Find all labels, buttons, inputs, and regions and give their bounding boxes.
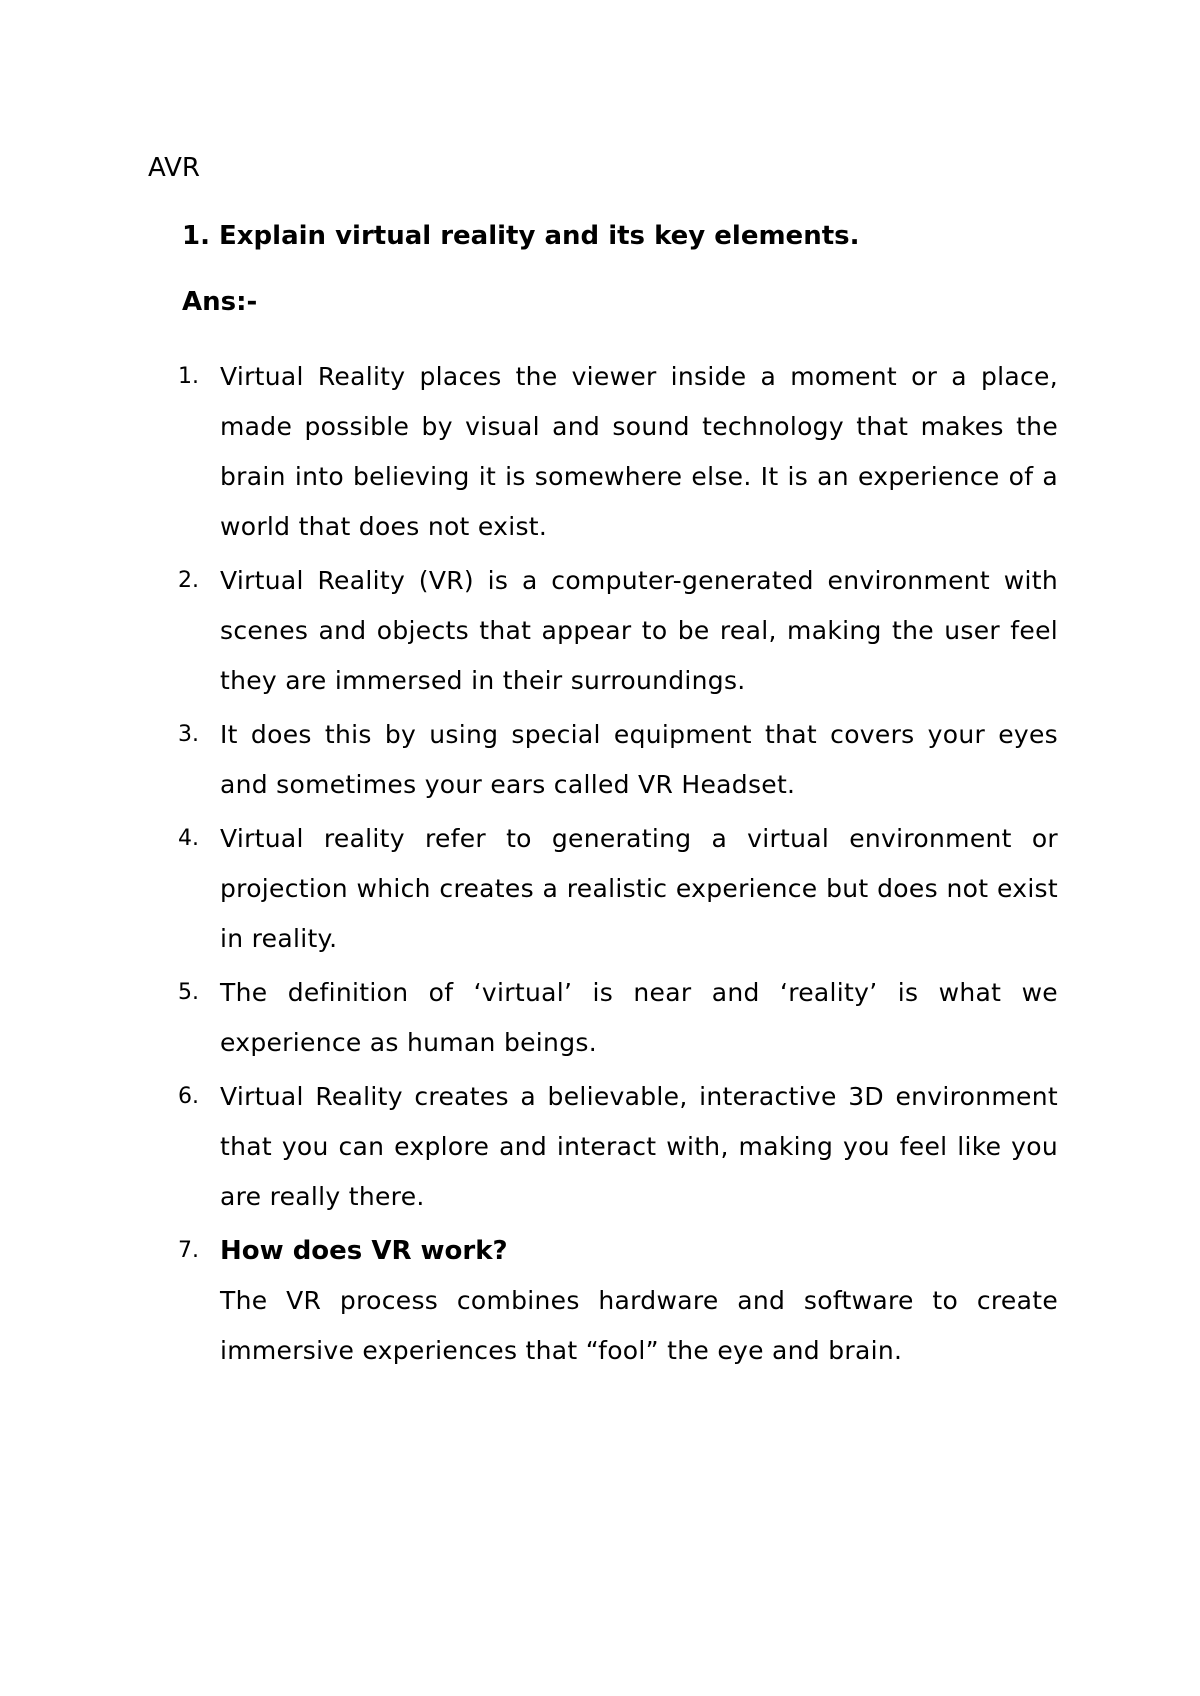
item-text: The VR process combines hardware and software to create immersive experiences that “fool” the eye and brain. [220, 1286, 1058, 1365]
answer-item-7 [172, 1226, 1058, 1376]
item-number: 7. [178, 1238, 199, 1263]
answer-label: Ans:- [182, 287, 258, 317]
item-text: Virtual Reality creates a believable, interactive 3D environment that you can explore and interact with, making you feel like you are really there. [220, 1082, 1058, 1211]
answer-item-5 [172, 968, 1058, 1068]
item-text: The definition of ‘virtual’ is near and ‘reality’ is what we experience as human beings. [220, 978, 1058, 1057]
answer-item-2 [172, 556, 1058, 706]
answer-item-6 [172, 1072, 1058, 1222]
item-number: 3. [178, 722, 199, 747]
item-number: 6. [178, 1084, 199, 1109]
question-heading: 1. Explain virtual reality and its key elements. [182, 221, 860, 251]
document-title: AVR [148, 153, 200, 183]
item-number: 1. [178, 364, 199, 389]
item-subheading: How does VR work? [220, 1236, 508, 1266]
answer-item-1 [172, 352, 1058, 552]
item-number: 4. [178, 826, 199, 851]
item-text: Virtual Reality (VR) is a computer-generated environment with scenes and objects that appear to be real, making the user feel they are immersed in their surroundings. [220, 566, 1058, 695]
answer-item-4 [172, 814, 1058, 964]
item-number: 5. [178, 980, 199, 1005]
item-text: Virtual Reality places the viewer inside a moment or a place, made possible by visual and sound technology that makes the brain into believing it is somewhere else. It is an experience of a world that does not exist. [220, 362, 1058, 541]
item-text: It does this by using special equipment that covers your eyes and sometimes your ears called VR Headset. [220, 720, 1058, 799]
item-text: Virtual reality refer to generating a virtual environment or projection which creates a realistic experience but does not exist in reality. [220, 824, 1058, 953]
item-number: 2. [178, 568, 199, 593]
answer-item-3 [172, 710, 1058, 810]
answer-list [172, 352, 1058, 1380]
